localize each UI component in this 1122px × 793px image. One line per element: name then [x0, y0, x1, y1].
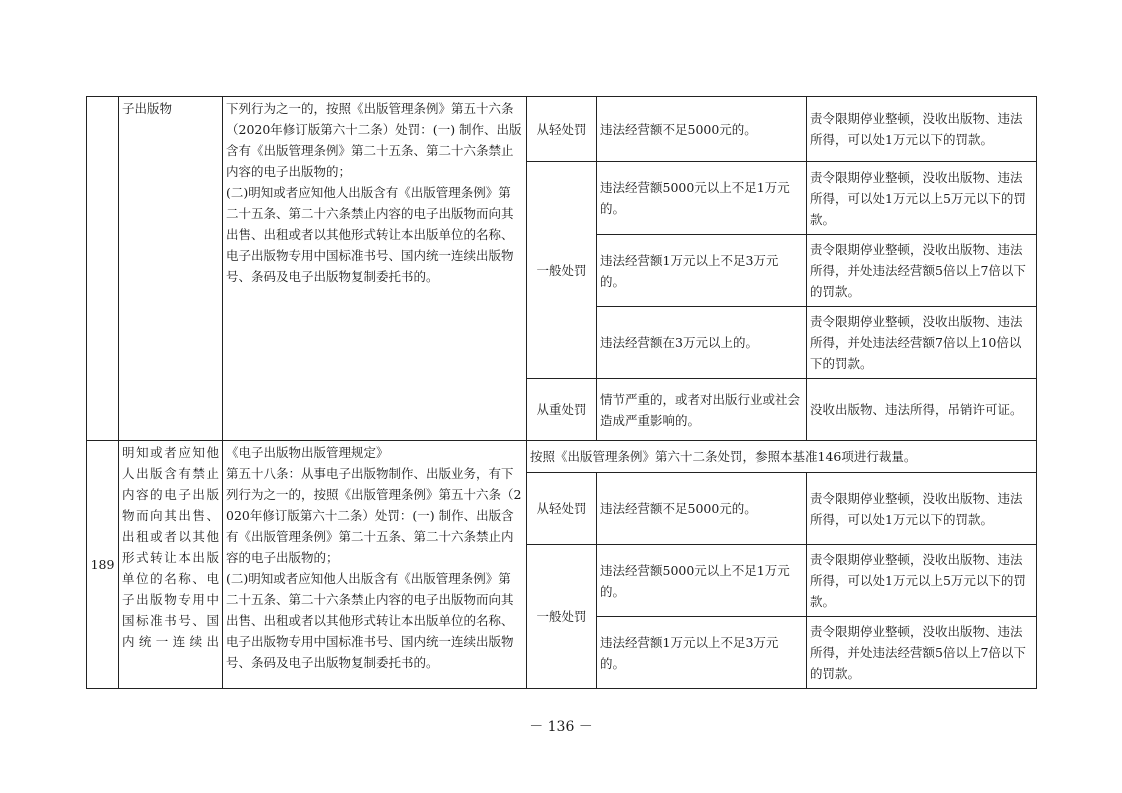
- condition-cell: 违法经营额不足5000元的。: [597, 97, 807, 162]
- condition-cell: 违法经营额1万元以上不足3万元的。: [597, 235, 807, 307]
- condition-cell: 违法经营额在3万元以上的。: [597, 307, 807, 379]
- condition-cell: 违法经营额1万元以上不足3万元的。: [597, 617, 807, 689]
- penalty-level-cell: 一般处罚: [527, 545, 597, 689]
- legal-basis-cell: [223, 97, 527, 441]
- penalty-cell: 责令限期停业整顿，没收出版物、违法所得，并处违法经营额5倍以上7倍以下的罚款。: [807, 235, 1037, 307]
- act-cell: 明知或者应知他人出版含有禁止内容的电子出版物而向其出售、出租或者以其他形式转让本出版单位的名称、电子出版物专用中国标准书号、国内统一连续出: [119, 441, 223, 689]
- penalty-cell: 责令限期停业整顿，没收出版物、违法所得，可以处1万元以下的罚款。: [807, 97, 1037, 162]
- table-row: [87, 441, 1037, 473]
- penalty-cell: 责令限期停业整顿，没收出版物、违法所得，并处违法经营额7倍以上10倍以下的罚款。: [807, 307, 1037, 379]
- reference-note-cell: 按照《出版管理条例》第六十二条处罚，参照本基准146项进行裁量。: [527, 441, 1037, 473]
- condition-cell: 违法经营额不足5000元的。: [597, 473, 807, 545]
- penalty-level-cell: 从重处罚: [527, 379, 597, 441]
- condition-cell: 违法经营额5000元以上不足1万元的。: [597, 545, 807, 617]
- penalty-level-cell: 一般处罚: [527, 162, 597, 379]
- item-number-cell: [87, 97, 119, 441]
- legal-basis-cell: [223, 441, 527, 689]
- penalty-cell: 责令限期停业整顿，没收出版物、违法所得，可以处1万元以上5万元以下的罚款。: [807, 545, 1037, 617]
- penalty-cell: 没收出版物、违法所得，吊销许可证。: [807, 379, 1037, 441]
- basis-paragraph: 第五十八条：从事电子出版物制作、出版业务，有下列行为之一的，按照《出版管理条例》第五十六条（2020年修订版第六十二条）处罚：(一) 制作、出版含有《出版管理条例》第二十五条、第二十六条禁止内容的电子出版物的；: [226, 466, 522, 565]
- condition-cell: 违法经营额5000元以上不足1万元的。: [597, 162, 807, 235]
- page-number: － 136 －: [529, 719, 593, 735]
- act-cell: 子出版物: [119, 97, 223, 441]
- condition-cell: 情节严重的，或者对出版行业或社会造成严重影响的。: [597, 379, 807, 441]
- table-row: [87, 97, 1037, 162]
- penalty-level-cell: 从轻处罚: [527, 97, 597, 162]
- basis-paragraph: (二)明知或者应知他人出版含有《出版管理条例》第二十五条、第二十六条禁止内容的电子出版物而向其出售、出租或者以其他形式转让本出版单位的名称、电子出版物专用中国标准书号、国内统一连续出版物号、条码及电子出版物复制委托书的。: [226, 185, 514, 284]
- penalty-cell: 责令限期停业整顿，没收出版物、违法所得，并处违法经营额5倍以上7倍以下的罚款。: [807, 617, 1037, 689]
- basis-paragraph: (二)明知或者应知他人出版含有《出版管理条例》第二十五条、第二十六条禁止内容的电子出版物而向其出售、出租或者以其他形式转让本出版单位的名称、电子出版物专用中国标准书号、国内统一连续出版物号、条码及电子出版物复制委托书的。: [226, 571, 514, 670]
- penalty-cell: 责令限期停业整顿，没收出版物、违法所得，可以处1万元以下的罚款。: [807, 473, 1037, 545]
- item-number-cell: 189: [87, 441, 119, 689]
- basis-paragraph: 下列行为之一的，按照《出版管理条例》第五十六条（2020年修订版第六十二条）处罚：(一) 制作、出版含有《出版管理条例》第二十五条、第二十六条禁止内容的电子出版物的；: [226, 101, 522, 179]
- basis-paragraph: 《电子出版物出版管理规定》: [226, 445, 389, 460]
- penalty-level-cell: 从轻处罚: [527, 473, 597, 545]
- penalty-table: [86, 96, 1037, 689]
- penalty-cell: 责令限期停业整顿，没收出版物、违法所得，可以处1万元以上5万元以下的罚款。: [807, 162, 1037, 235]
